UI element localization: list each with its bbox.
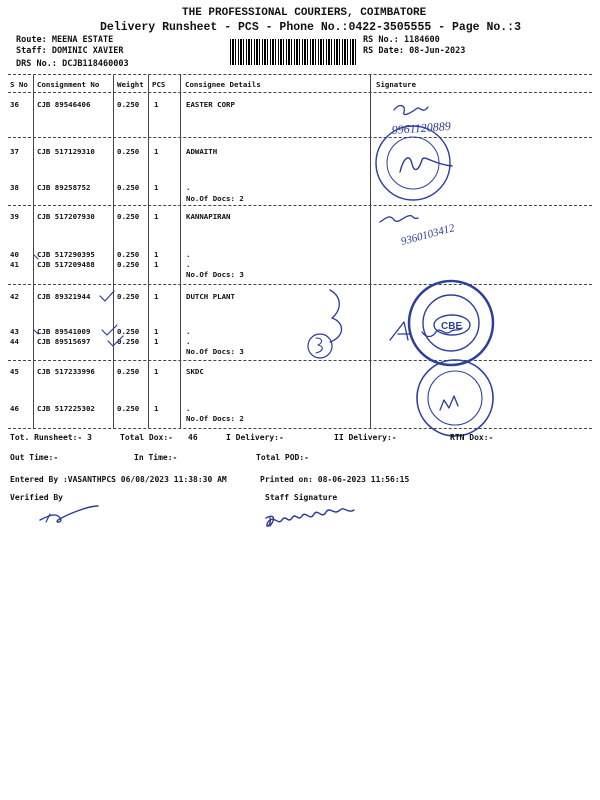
row-pcs: 1 [154, 183, 159, 192]
dutch-lantin-stamp [409, 281, 493, 365]
row-consignment: CJB 517233996 [37, 367, 95, 376]
out-time: Out Time:- [10, 453, 59, 462]
column-header-signature: Signature [376, 80, 417, 89]
rs-no-label: RS No.: [363, 35, 399, 45]
row-sno: 37 [10, 147, 19, 156]
row-consignment: CJB 89541009 [37, 327, 91, 336]
rs-date-value: 08-Jun-2023 [409, 46, 466, 56]
row-consignee: SKDC [186, 367, 204, 376]
signature-row39 [380, 216, 418, 222]
tick-mark-icon [34, 255, 38, 259]
row-sno: 38 [10, 183, 19, 192]
row-pcs: 1 [154, 147, 159, 156]
signature-row36 [394, 106, 428, 115]
total-runsheet: Tot. Runsheet:- 3 [10, 433, 92, 442]
row-sno: 46 [10, 404, 19, 413]
row-pcs: 1 [154, 327, 159, 336]
row-consignment: CJB 517290395 [37, 250, 95, 259]
row-docs-count: No.Of Docs: 2 [186, 414, 244, 423]
row-weight: 0.250 [117, 292, 140, 301]
row-sno: 36 [10, 100, 19, 109]
check-mark-icon [102, 325, 117, 335]
row-sno: 45 [10, 367, 19, 376]
column-header-consignee: Consignee Details [185, 80, 261, 89]
row-consignee: . [186, 183, 191, 192]
row-pcs: 1 [154, 212, 159, 221]
check-mark-icon [100, 291, 114, 301]
total-pod: Total POD:- [256, 453, 309, 462]
signature-row37 [400, 158, 452, 172]
stamp-center-text: CBE [441, 321, 463, 332]
row-sno: 43 [10, 327, 19, 336]
row-consignee: . [186, 250, 191, 259]
row-pcs: 1 [154, 260, 159, 269]
row-docs-count: No.Of Docs: 2 [186, 194, 244, 203]
total-dox-label: Total Dox:- [120, 433, 173, 442]
row-weight: 0.250 [117, 367, 140, 376]
handwritten-digit [330, 290, 342, 342]
row-consignment: CJB 89515697 [37, 337, 91, 346]
row-pcs: 1 [154, 367, 159, 376]
in-time: In Time:- [134, 453, 178, 462]
staff-signature-scribble [266, 509, 354, 527]
row-consignment: CJB 89258752 [37, 183, 91, 192]
row-consignment: CJB 517207930 [37, 212, 95, 221]
check-mark-icon [108, 336, 123, 346]
route-label: Route: [16, 35, 47, 45]
company-title: THE PROFESSIONAL COURIERS, COIMBATORE [182, 7, 427, 19]
staff-signature-label: Staff Signature [265, 493, 338, 502]
row-sno: 41 [10, 260, 19, 269]
row-pcs: 1 [154, 292, 159, 301]
column-header-sno: S No [10, 80, 28, 89]
row-weight: 0.250 [117, 250, 140, 259]
row-weight: 0.250 [117, 337, 140, 346]
row-weight: 0.250 [117, 260, 140, 269]
tick-mark-icon [34, 330, 38, 334]
row-weight: 0.250 [117, 147, 140, 156]
row-consignment: CJB 89546406 [37, 100, 91, 109]
staff-value: DOMINIC XAVIER [51, 46, 124, 56]
rs-no-value: 1184600 [403, 35, 440, 45]
row-weight: 0.250 [117, 212, 140, 221]
row-docs-count: No.Of Docs: 3 [186, 347, 244, 356]
column-header-weight: Weight [117, 80, 144, 89]
row-pcs: 1 [154, 250, 159, 259]
rtn-dox: RTN Dox:- [450, 433, 494, 442]
signature-row45 [440, 396, 458, 410]
total-dox-value: 46 [188, 433, 198, 442]
row-consignee: . [186, 327, 191, 336]
row-weight: 0.250 [117, 404, 140, 413]
row-weight: 0.250 [117, 100, 140, 109]
row-weight: 0.250 [117, 183, 140, 192]
drs-value: DCJB118460003 [62, 59, 129, 69]
row-sno: 44 [10, 337, 19, 346]
row-docs-count: No.Of Docs: 3 [186, 270, 244, 279]
handwritten-digit [316, 338, 322, 353]
column-header-consignment: Consignment No [37, 80, 100, 89]
staff-label: Staff: [16, 46, 47, 56]
row-sno: 40 [10, 250, 19, 259]
runsheet-subtitle: Delivery Runsheet - PCS - Phone No.:0422-3505555 - Page No.:3 [100, 21, 521, 34]
verified-by-signature [46, 514, 50, 522]
row-pcs: 1 [154, 100, 159, 109]
row-consignee: ADWAITH [186, 147, 218, 156]
rs-date-label: RS Date: [363, 46, 404, 56]
row-consignee: EASTER CORP [186, 100, 235, 109]
row-pcs: 1 [154, 404, 159, 413]
verified-by-signature [40, 506, 98, 522]
verified-by-label: Verified By [10, 493, 63, 502]
row-consignment: CJB 517129310 [37, 147, 95, 156]
row-pcs: 1 [154, 337, 159, 346]
row-consignee: . [186, 404, 191, 413]
row-weight: 0.250 [117, 327, 140, 336]
handwritten-phone: 9961120889 [391, 118, 452, 137]
row-consignment: CJB 89321944 [37, 292, 91, 301]
row-consignee: KANNAPIRAN [186, 212, 231, 221]
row-consignee: . [186, 260, 191, 269]
printed-on: Printed on: 08-06-2023 11:56:15 [260, 475, 410, 484]
column-header-pcs: PCS [152, 80, 166, 89]
row-consignment: CJB 517209488 [37, 260, 95, 269]
row-sno: 39 [10, 212, 19, 221]
handwritten-phone: 9360103412 [399, 222, 456, 248]
ii-delivery: II Delivery:- [334, 433, 397, 442]
i-delivery: I Delivery:- [226, 433, 284, 442]
row-consignee: DUTCH PLANT [186, 292, 235, 301]
row-consignee: . [186, 337, 191, 346]
entered-by: Entered By :VASANTHPCS 06/08/2023 11:38:30 AM [10, 475, 227, 484]
drs-label: DRS No.: [16, 59, 57, 69]
row-sno: 42 [10, 292, 19, 301]
route-value: MEENA ESTATE [51, 35, 114, 45]
row-consignment: CJB 517225302 [37, 404, 95, 413]
